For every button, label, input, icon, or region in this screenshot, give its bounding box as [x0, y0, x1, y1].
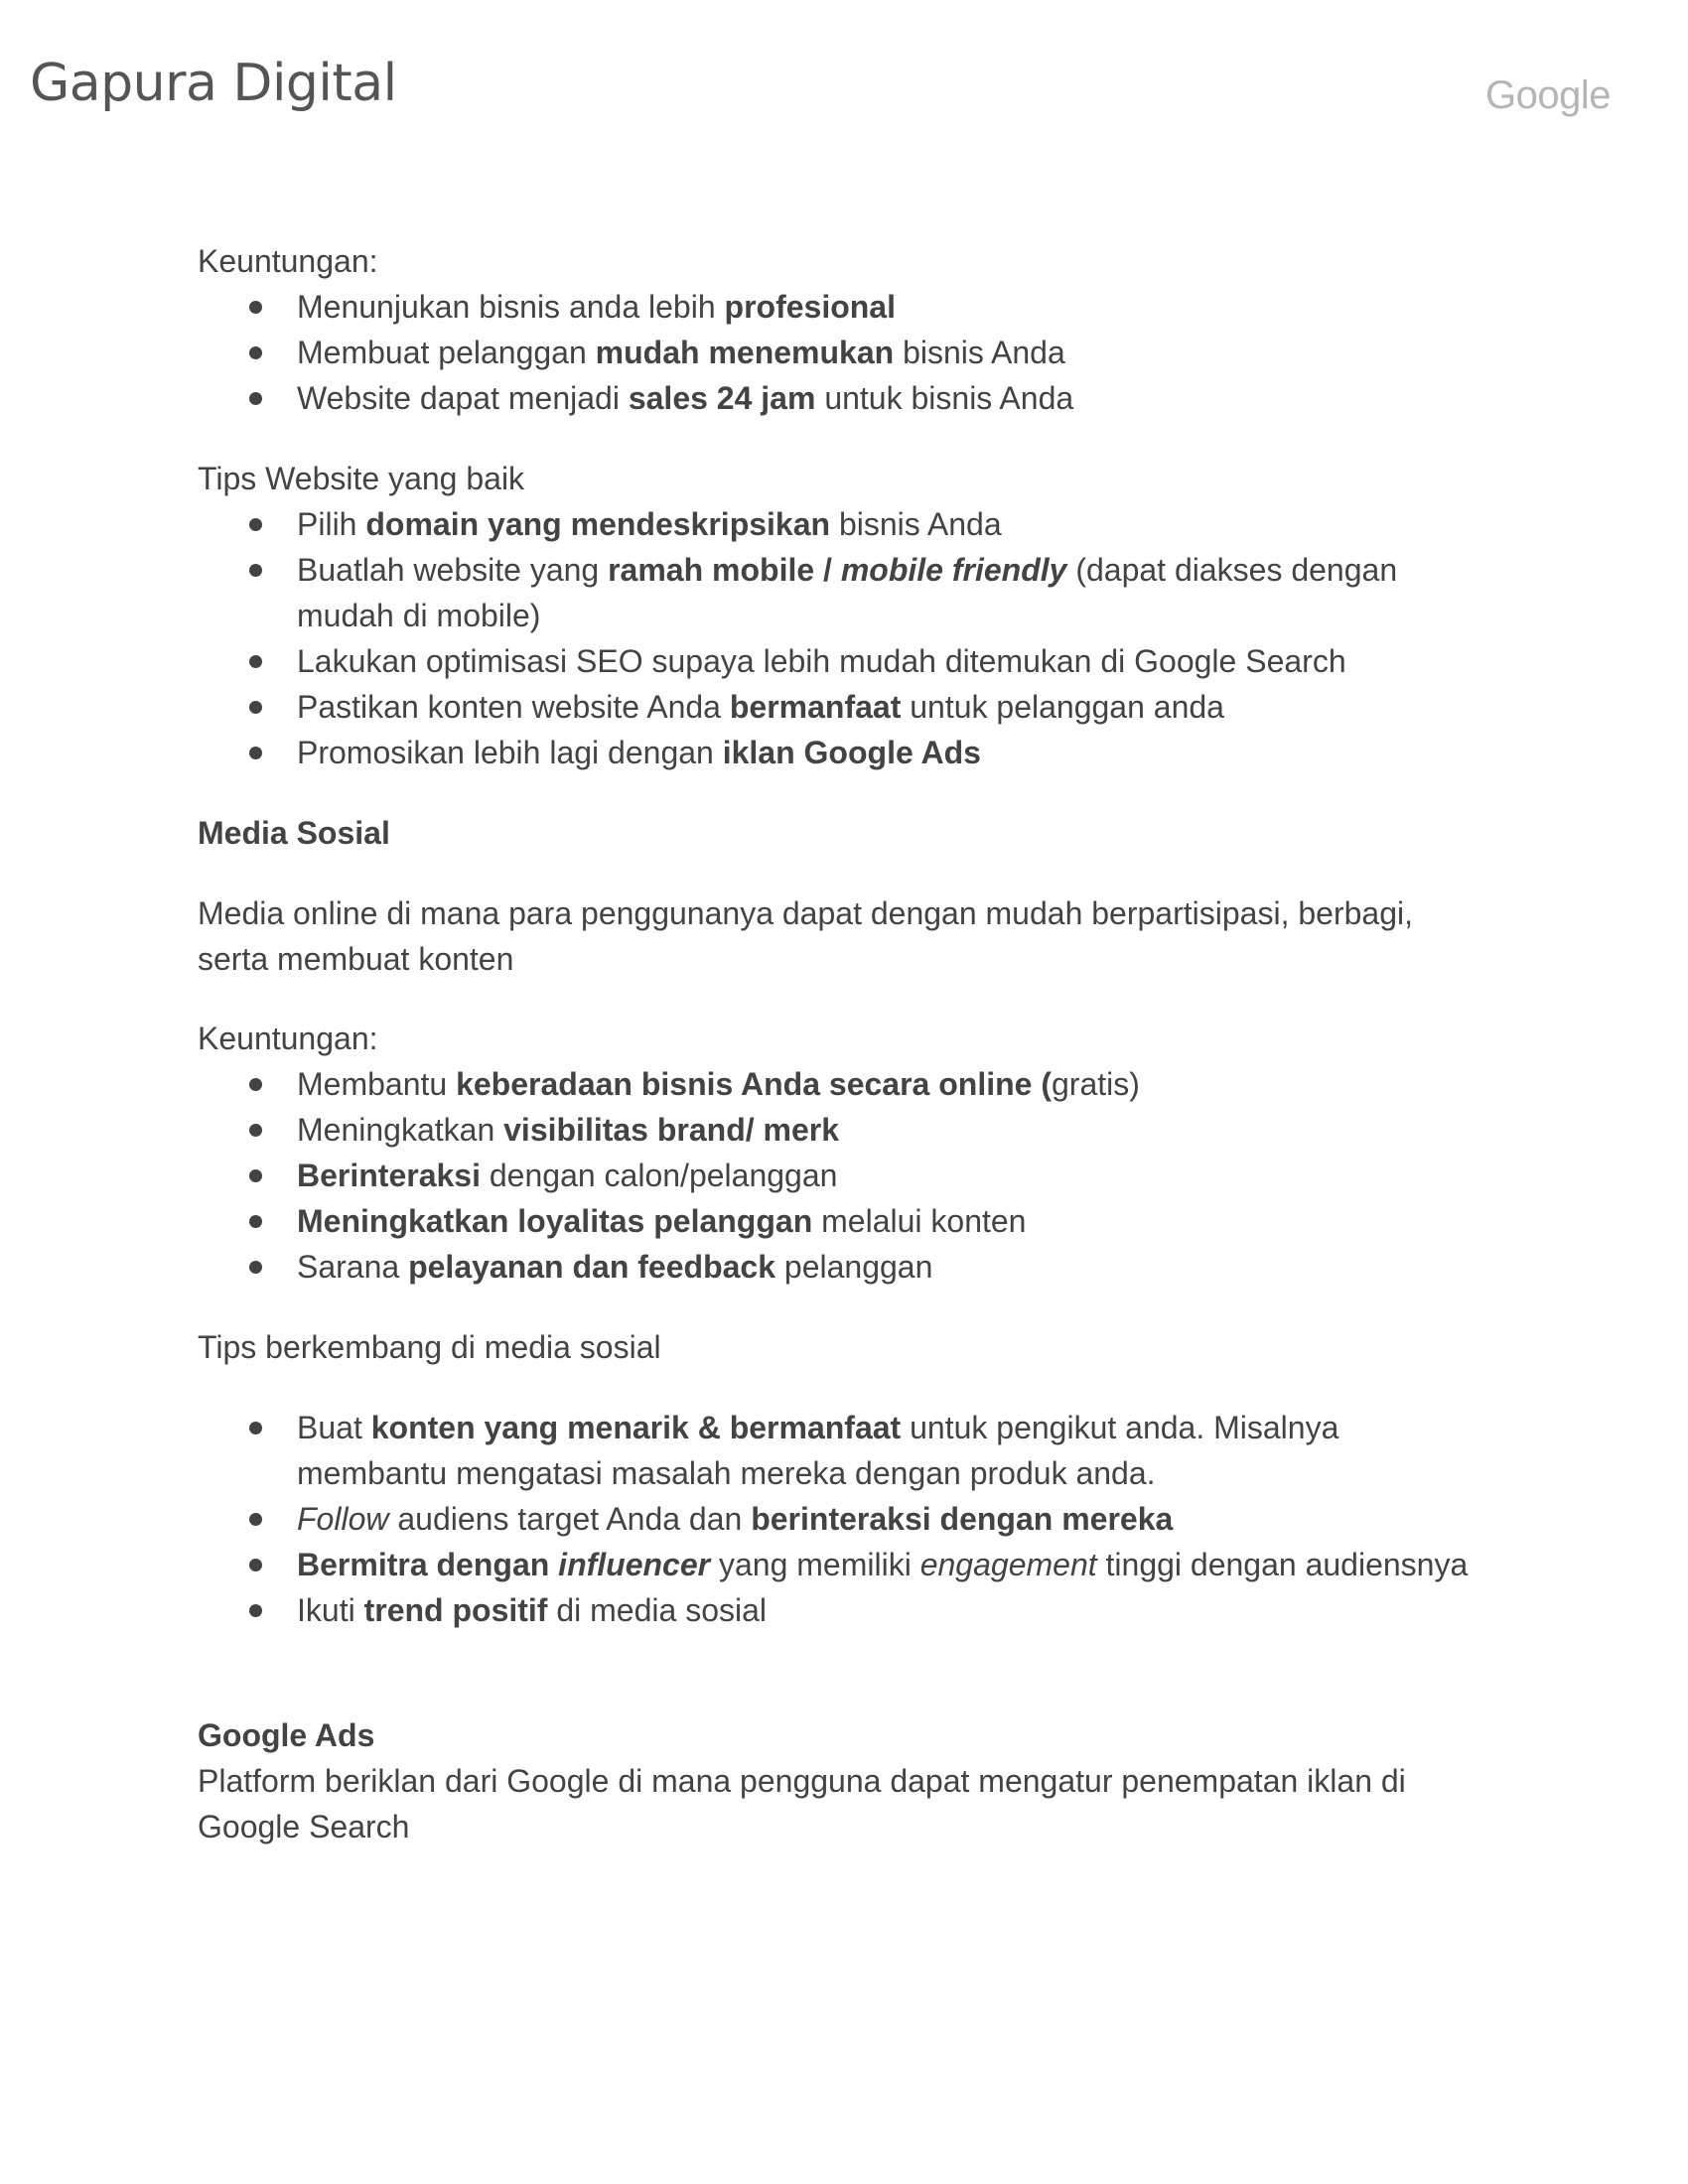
list-item: Meningkatkan loyalitas pelanggan melalui konten: [198, 1198, 1508, 1244]
list-item: Menunjukan bisnis anda lebih profesional: [198, 284, 1508, 330]
bullet-icon: [249, 747, 262, 759]
list-item: Lakukan optimisasi SEO supaya lebih mudah ditemukan di Google Search: [198, 638, 1508, 684]
bullet-icon: [249, 1124, 262, 1137]
social-benefits-label: Keuntungan:: [198, 1021, 378, 1056]
website-tips-label: Tips Website yang baik: [198, 461, 525, 496]
list-item: Pastikan konten website Anda bermanfaat untuk pelanggan anda: [198, 684, 1508, 730]
bullet-icon: [249, 392, 262, 405]
list-item: Membantu keberadaan bisnis Anda secara online (gratis): [198, 1061, 1508, 1107]
list-item: Pilih domain yang mendeskripsikan bisnis Anda: [198, 501, 1508, 547]
list-item: Buatlah website yang ramah mobile / mobile friendly (dapat diakses dengan mudah di mobile): [198, 547, 1439, 638]
list-item: Meningkatkan visibilitas brand/ merk: [198, 1107, 1508, 1153]
bullet-icon: [249, 1169, 262, 1182]
website-benefits-list: [198, 284, 1508, 421]
list-item: Sarana pelayanan dan feedback pelanggan: [198, 1244, 1508, 1290]
list-item: Bermitra dengan influencer yang memiliki engagement tinggi dengan audiensnya: [198, 1542, 1508, 1587]
list-item: Membuat pelanggan mudah menemukan bisnis Anda: [198, 330, 1508, 375]
bullet-icon: [249, 1261, 262, 1274]
bullet-icon: [249, 1559, 262, 1571]
social-description: Media online di mana para penggunanya dapat dengan mudah berpartisipasi, berbagi, serta membuat konten: [198, 895, 1413, 977]
social-heading: Media Sosial: [198, 815, 390, 851]
bullet-icon: [249, 655, 262, 668]
ads-heading: Google Ads: [198, 1717, 375, 1753]
social-tips-label: Tips berkembang di media sosial: [198, 1329, 661, 1365]
document-body: [198, 238, 1508, 1849]
ads-description: Platform beriklan dari Google di mana pengguna dapat mengatur penempatan iklan di Google Search: [198, 1763, 1406, 1844]
list-item: Buat konten yang menarik & bermanfaat untuk pengikut anda. Misalnya membantu mengatasi masalah mereka dengan produk anda.: [198, 1405, 1439, 1496]
website-benefits-label: Keuntungan:: [198, 243, 378, 279]
bullet-icon: [249, 518, 262, 531]
bullet-icon: [249, 1604, 262, 1617]
bullet-icon: [249, 301, 262, 314]
bullet-icon: [249, 1078, 262, 1091]
bullet-icon: [249, 346, 262, 359]
document-title: Gapura Digital: [30, 54, 397, 113]
google-logo: Google: [1485, 73, 1611, 117]
bullet-icon: [249, 1215, 262, 1228]
website-tips-list: [198, 501, 1508, 775]
list-item: Ikuti trend positif di media sosial: [198, 1587, 1508, 1633]
social-benefits-list: [198, 1061, 1508, 1290]
bullet-icon: [249, 701, 262, 714]
list-item: Follow audiens target Anda dan berinteraksi dengan mereka: [198, 1496, 1508, 1542]
list-item: Website dapat menjadi sales 24 jam untuk bisnis Anda: [198, 375, 1508, 421]
bullet-icon: [249, 1422, 262, 1434]
list-item: Promosikan lebih lagi dengan iklan Google Ads: [198, 730, 1508, 775]
social-tips-list: [198, 1405, 1508, 1633]
bullet-icon: [249, 1513, 262, 1526]
bullet-icon: [249, 564, 262, 577]
list-item: Berinteraksi dengan calon/pelanggan: [198, 1153, 1508, 1198]
